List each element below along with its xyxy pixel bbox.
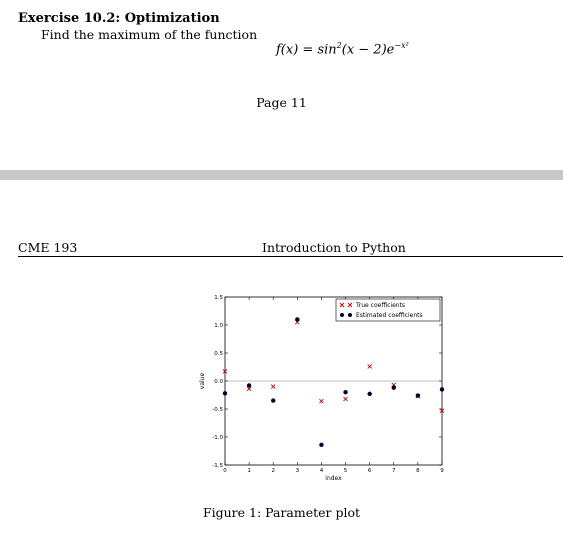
estimated-coefficient-point [367, 392, 371, 396]
estimated-coefficient-point [392, 386, 396, 390]
x-axis-label: index [325, 475, 342, 482]
x-tick-label: 3 [295, 468, 300, 474]
y-tick-label: -0.5 [212, 407, 223, 413]
header-center: Introduction to Python [262, 240, 406, 255]
x-tick-label: 7 [392, 468, 396, 474]
header-left: CME 193 [18, 240, 78, 255]
legend-label: Estimated coefficients [356, 312, 423, 319]
document-page-top [0, 0, 563, 170]
x-tick-label: 9 [440, 468, 444, 474]
figure-caption: Figure 1: Parameter plot [202, 505, 361, 520]
parameter-plot [190, 290, 454, 490]
x-tick-label: 4 [319, 468, 324, 474]
estimated-coefficient-point [416, 393, 420, 397]
formula-lhs: f(x) = sin [276, 42, 337, 58]
estimated-coefficient-point [319, 443, 323, 447]
estimated-coefficient-point [343, 390, 347, 394]
x-tick-label: 5 [343, 468, 348, 474]
x-tick-label: 2 [271, 468, 275, 474]
x-tick-label: 6 [367, 468, 372, 474]
estimated-coefficient-point [440, 387, 444, 391]
y-tick-label: 1.5 [214, 295, 223, 301]
y-tick-label: -1.0 [212, 435, 223, 441]
y-tick-label: 1.0 [214, 323, 223, 329]
document-page-bottom [0, 180, 563, 533]
y-tick-label: 0.0 [214, 379, 223, 385]
x-tick-label: 8 [416, 468, 420, 474]
legend-marker-estimated [340, 313, 344, 317]
estimated-coefficient-point [295, 317, 299, 321]
estimated-coefficient-point [271, 398, 275, 402]
formula-square: 2 [336, 41, 342, 50]
y-axis-label: value [199, 372, 206, 390]
formula [276, 41, 409, 57]
exercise-text: Find the maximum of the function [41, 27, 258, 42]
page-separator [0, 170, 563, 180]
figure [190, 290, 454, 490]
legend-marker-estimated [348, 313, 352, 317]
estimated-coefficient-point [223, 391, 227, 395]
formula-exponent: −x² [394, 41, 409, 50]
y-tick-label: -1.5 [212, 463, 223, 469]
x-tick-label: 1 [247, 468, 251, 474]
y-tick-label: 0.5 [214, 351, 223, 357]
formula-mid: (x − 2)e [341, 42, 395, 58]
x-tick-label: 0 [223, 468, 227, 474]
legend-label: True coefficients [356, 302, 406, 309]
header-rule [18, 256, 563, 257]
page-number: Page 11 [256, 95, 307, 110]
estimated-coefficient-point [247, 383, 251, 387]
exercise-title: Exercise 10.2: Optimization [18, 11, 220, 26]
